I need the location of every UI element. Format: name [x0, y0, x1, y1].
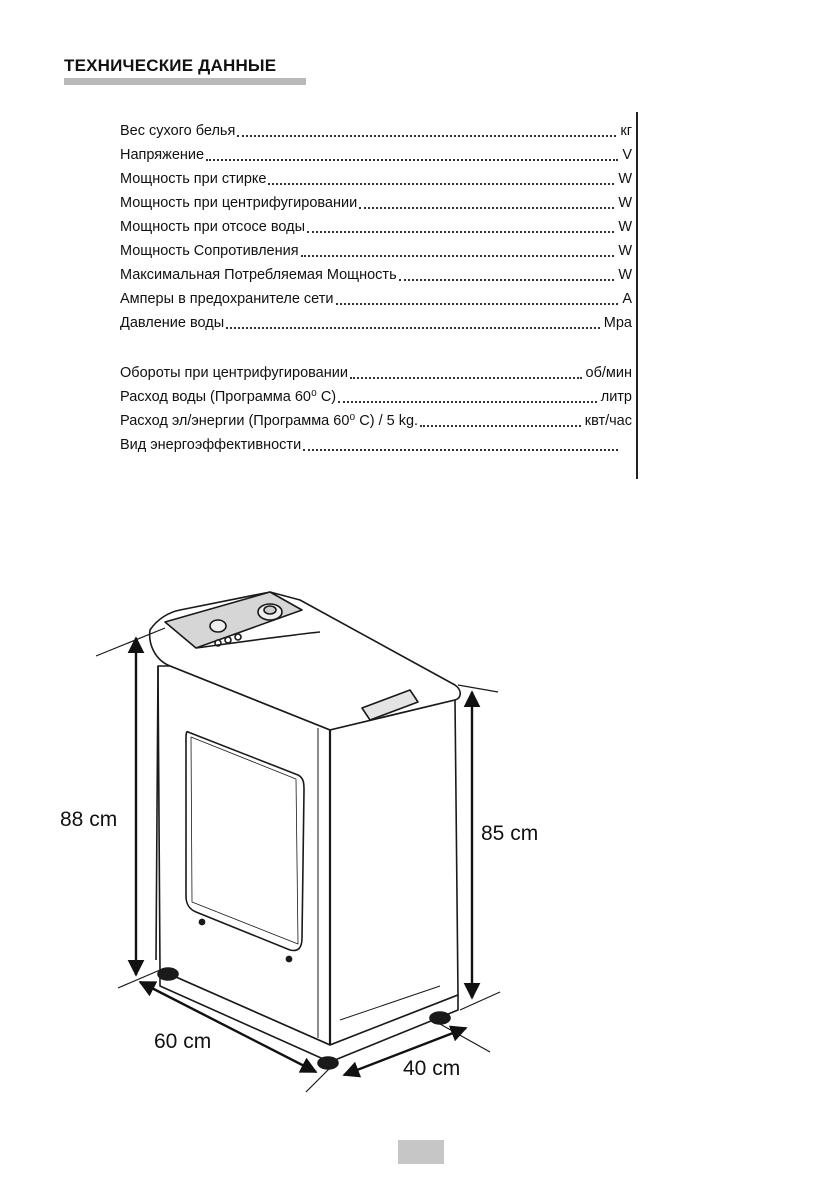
spec-label: Расход эл/энергии (Программа 60⁰ С) / 5 kg. [120, 413, 419, 429]
spec-unit: W [618, 243, 632, 259]
spec-unit: V [622, 147, 632, 163]
dimension-label-height-88: 88 cm [60, 808, 118, 831]
leader-dots [206, 159, 618, 161]
spec-row [120, 240, 632, 260]
dimension-label-height-85: 85 cm [481, 822, 539, 845]
spec-unit: об/мин [585, 365, 632, 381]
spec-label: Давление воды [120, 315, 225, 331]
spec-unit: литр [600, 389, 632, 405]
spec-unit: квт/час [584, 413, 632, 429]
leader-dots [336, 303, 619, 305]
page-title: ТЕХНИЧЕСКИЕ ДАННЫЕ [64, 56, 277, 75]
leader-dots [303, 449, 618, 451]
leader-dots [399, 279, 615, 281]
leader-dots [420, 425, 581, 427]
leader-dots [226, 327, 600, 329]
knob-icon [210, 620, 226, 632]
spec-row [120, 410, 632, 430]
foot-icon [430, 1012, 450, 1024]
spec-label: Мощность при стирке [120, 171, 267, 187]
dimension-label-depth-40: 40 cm [403, 1057, 461, 1080]
leader-dots [268, 183, 614, 185]
spec-row [120, 434, 632, 454]
spec-row [120, 386, 632, 406]
spec-row [120, 264, 632, 284]
foot-icon [158, 968, 178, 980]
spec-unit: W [618, 171, 632, 187]
leader-dots [338, 401, 597, 403]
spec-label: Напряжение [120, 147, 205, 163]
spec-label: Вес сухого белья [120, 123, 236, 139]
spec-right-rule [636, 112, 638, 479]
dimension-label-width-60: 60 cm [154, 1030, 212, 1053]
spec-row [120, 216, 632, 236]
foot-icon [318, 1057, 338, 1069]
spec-unit: Мpa [603, 315, 632, 331]
spec-unit: W [618, 195, 632, 211]
page-number-tab [398, 1140, 444, 1164]
spec-unit: кг [620, 123, 632, 139]
spec-label: Мощность при центрифугировании [120, 195, 358, 211]
washing-machine-diagram [0, 540, 840, 1120]
spec-unit: W [618, 267, 632, 283]
leader-dots [301, 255, 615, 257]
spec-label: Расход воды (Программа 60⁰ С) [120, 389, 337, 405]
machine-side-face [330, 700, 458, 1045]
spec-unit: A [622, 291, 632, 307]
spec-row [120, 192, 632, 212]
spec-unit: W [618, 219, 632, 235]
spec-row [120, 120, 632, 140]
title-underline [64, 78, 306, 85]
leader-dots [237, 135, 616, 137]
spec-label: Мощность Сопротивления [120, 243, 299, 259]
spec-row [120, 144, 632, 164]
spec-row [120, 288, 632, 308]
spec-label: Мощность при отсосе воды [120, 219, 306, 235]
leader-dots [307, 231, 614, 233]
spec-label: Вид энергоэффективности [120, 437, 302, 453]
spec-label: Максимальная Потребляемая Мощность [120, 267, 397, 283]
leader-dots [350, 377, 582, 379]
spec-label: Амперы в предохранителе сети [120, 291, 334, 307]
spec-row [120, 362, 632, 382]
spec-row [120, 168, 632, 188]
spec-label: Обороты при центрифугировании [120, 365, 348, 381]
spec-row [120, 312, 632, 332]
leader-dots [359, 207, 614, 209]
